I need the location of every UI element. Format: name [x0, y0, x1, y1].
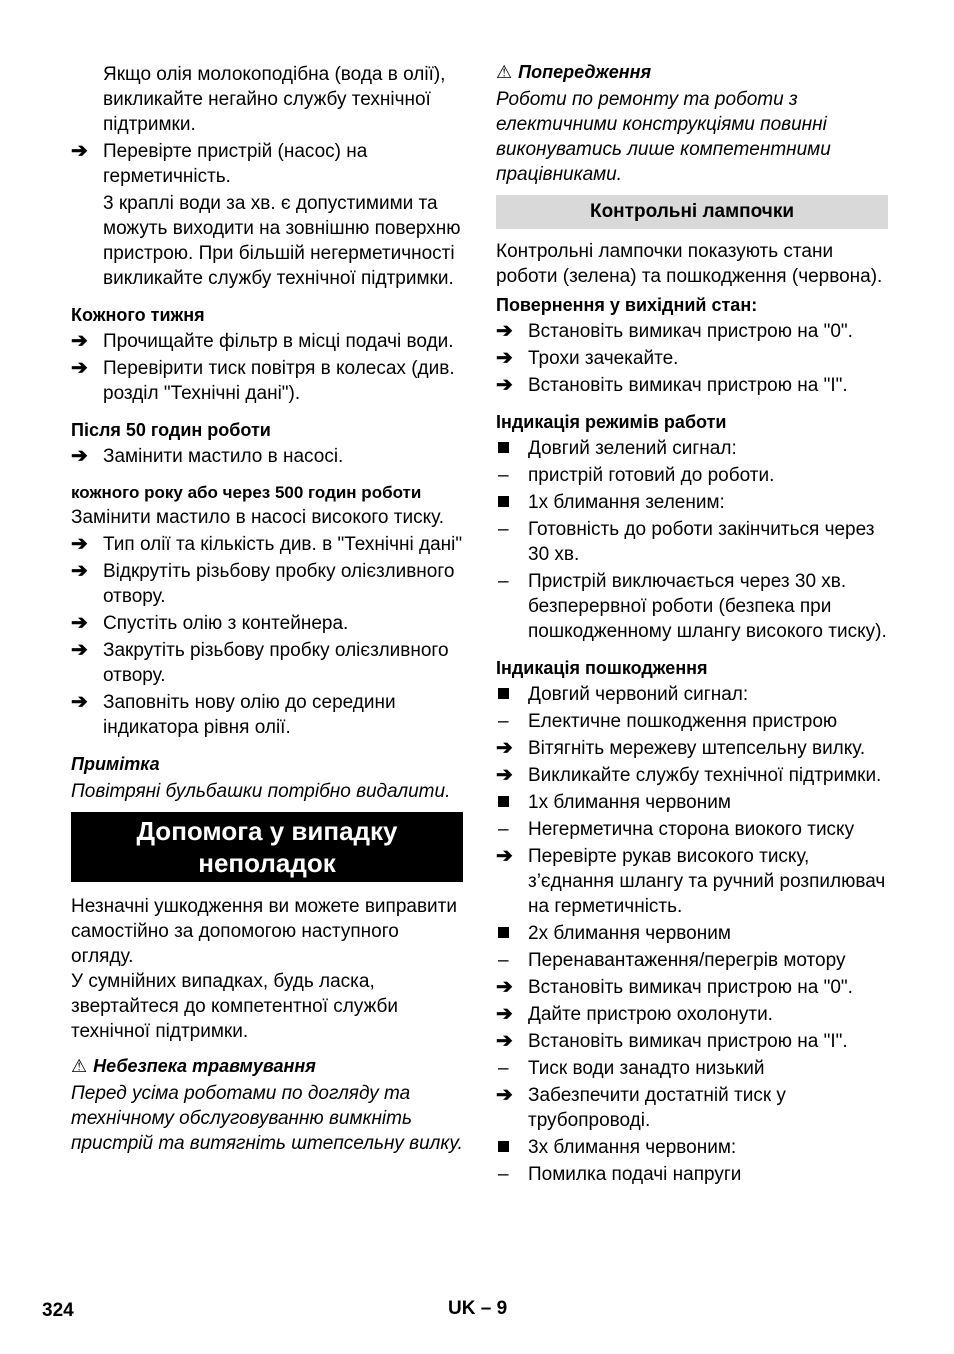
list-item: ➔ Перевірити тиск повітря в колесах (див. розділ "Технічні дані").	[71, 357, 455, 404]
list-item: ➔ Перевірте рукав високого тиску, з’єднання шлангу та ручний розпилювач на герметичність.	[496, 845, 886, 917]
danger-title: ⚠ Небезпека травмування	[71, 1056, 316, 1076]
dash-icon: –	[498, 465, 509, 486]
arrow-icon: ➔	[71, 445, 88, 467]
paragraph: Якщо олія молокоподібна (вода в олії), викликайте негайно службу технічної підтримки.	[103, 64, 446, 135]
list-item: ➔ Встановіть вимикач пристрою на "0".	[496, 976, 853, 998]
arrow-icon: ➔	[71, 533, 88, 555]
list-item: ➔ Тип олії та кількість див. в "Технічні дані"	[71, 533, 463, 555]
arrow-icon: ➔	[71, 639, 88, 661]
note-title: Примітка	[71, 754, 160, 774]
arrow-icon: ➔	[71, 357, 88, 379]
arrow-icon: ➔	[496, 320, 513, 342]
paragraph: Незначні ушкодження ви можете виправити самостійно за допомогою наступного огляду.	[71, 896, 457, 967]
arrow-icon: ➔	[71, 330, 88, 352]
subheading-after-50: Після 50 годин роботи	[71, 420, 271, 440]
after50-list	[71, 444, 463, 469]
list-item: ➔ Закрутіть різьбову пробку олієзливного отвору.	[71, 639, 449, 686]
subheading-yearly: кожного року або через 500 годин роботи	[71, 483, 422, 502]
fault-list	[496, 682, 888, 1187]
subheading-reset: Повернення у вихідний стан:	[496, 295, 758, 315]
dash-icon: –	[498, 571, 509, 592]
page-label: UK – 9	[448, 1298, 508, 1319]
square-bullet-icon	[496, 921, 524, 938]
yearly-list	[71, 532, 463, 740]
arrow-icon: ➔	[71, 691, 88, 713]
arrow-icon: ➔	[496, 1030, 513, 1052]
list-item: 1x блимання червоним	[496, 790, 888, 815]
warning-icon: ⚠	[496, 62, 513, 82]
list-item: ➔ Замінити мастило в насосі.	[71, 445, 344, 467]
list-item: – Помилка подачі напруги	[498, 1164, 742, 1185]
square-bullet-icon	[496, 436, 524, 453]
arrow-icon: ➔	[71, 560, 88, 582]
arrow-icon: ➔	[496, 764, 513, 786]
arrow-icon: ➔	[496, 976, 513, 998]
list-item: ➔ Встановіть вимикач пристрою на "0".	[496, 320, 853, 342]
warning-text: Роботи по ремонту та роботи з електичними конструкціями повинні виконуватись лише компетентними працівниками.	[496, 89, 831, 185]
subheading-fault: Індикація пошкодження	[496, 658, 708, 678]
list-item: 2x блимання червоним	[496, 921, 888, 946]
list-item: 3x блимання червоним:	[496, 1135, 888, 1160]
arrow-icon: ➔	[496, 1003, 513, 1025]
left-column	[71, 60, 463, 1156]
list-item: – Пристрій виключається через 30 хв. безперервної роботи (безпека при пошкодженному шлангу високого тиску).	[498, 571, 887, 642]
danger-text: Перед усіма роботами по догляду та технічному обслуговуванню вимкніть пристрій та витягніть штепсельну вилку.	[71, 1083, 463, 1154]
list-item: – Перенавантаження/перегрів мотору	[498, 950, 846, 971]
page-number: 324	[42, 1300, 74, 1321]
list-item: – пристрій готовий до роботи.	[498, 465, 775, 486]
subheading-weekly: Кожного тижня	[71, 305, 205, 325]
right-column	[496, 60, 888, 1187]
square-bullet-icon	[496, 490, 524, 507]
reset-list	[496, 319, 888, 398]
paragraph: 3 краплі води за хв. є допустимими та можуть виходити на зовнішню поверхню пристрою. При більшій негерметичності викликайте службу технічної підтримки.	[103, 193, 461, 289]
list-item: ➔ Вітягніть мережеву штепсельну вилку.	[496, 737, 866, 759]
subheading-mode: Індикація режимів работи	[496, 412, 727, 432]
dash-icon: –	[498, 1058, 509, 1079]
arrow-icon: ➔	[71, 612, 88, 634]
warning-title: ⚠ Попередження	[496, 62, 652, 82]
list-item: ➔ Викликайте службу технічної підтримки.	[496, 764, 882, 786]
weekly-list	[71, 329, 463, 406]
list-item: ➔ Відкрутіть різьбову пробку олієзливного отвору.	[71, 560, 455, 607]
list-item: ➔ Трохи зачекайте.	[496, 347, 679, 369]
list-item: – Електичне пошкодження пристрою	[498, 711, 838, 732]
list-item: – Тиск води занадто низький	[498, 1058, 765, 1079]
warning-icon: ⚠	[71, 1056, 88, 1076]
arrow-icon: ➔	[496, 1084, 513, 1106]
lamps-heading: Контрольні лампочки	[496, 195, 888, 229]
dash-icon: –	[498, 819, 509, 840]
dash-icon: –	[498, 1164, 509, 1185]
list-item: ➔ Дайте пристрою охолонути.	[496, 1003, 773, 1025]
arrow-icon: ➔	[496, 374, 513, 396]
paragraph: Замінити мастило в насосі високого тиску.	[71, 507, 444, 528]
section-title: Допомога у випадку неполадок	[71, 812, 463, 882]
list-item: Довгий зелений сигнал:	[496, 436, 888, 461]
square-bullet-icon	[496, 682, 524, 699]
list-item: ➔ Прочищайте фільтр в місці подачі води.	[71, 330, 454, 352]
arrow-icon: ➔	[71, 140, 88, 162]
arrow-icon: ➔	[496, 347, 513, 369]
list-item: ➔ Перевірте пристрій (насос) на герметичність.	[71, 140, 368, 187]
arrow-icon: ➔	[496, 845, 513, 867]
square-bullet-icon	[496, 790, 524, 807]
list-item: – Готовність до роботи закінчиться через 30 хв.	[498, 519, 875, 565]
list-item: ➔ Встановіть вимикач пристрою на "I".	[496, 374, 848, 396]
paragraph: У сумнійних випадках, будь ласка, звертайтеся до компетентної служби технічної підтримки.	[71, 971, 398, 1042]
list-item: ➔ Заповніть нову олію до середини індикатора рівня олії.	[71, 691, 396, 738]
list-item: ➔ Встановіть вимикач пристрою на "I".	[496, 1030, 848, 1052]
dash-icon: –	[498, 711, 509, 732]
arrow-icon: ➔	[496, 737, 513, 759]
paragraph: Контрольні лампочки показують стани роботи (зелена) та пошкодження (червона).	[496, 241, 883, 287]
list-item: 1x блимання зеленим:	[496, 490, 888, 515]
list-item: – Негерметична сторона виокого тиску	[498, 819, 855, 840]
list-item: ➔ Спустіть олію з контейнера.	[71, 612, 349, 634]
dash-icon: –	[498, 950, 509, 971]
list-item: Довгий червоний сигнал:	[496, 682, 888, 707]
square-bullet-icon	[496, 1135, 524, 1152]
mode-list	[496, 436, 888, 644]
list-item: ➔ Забезпечити достатній тиск у трубопроводі.	[496, 1084, 786, 1131]
note-text: Повітряні бульбашки потрібно видалити.	[71, 781, 451, 802]
dash-icon: –	[498, 519, 509, 540]
